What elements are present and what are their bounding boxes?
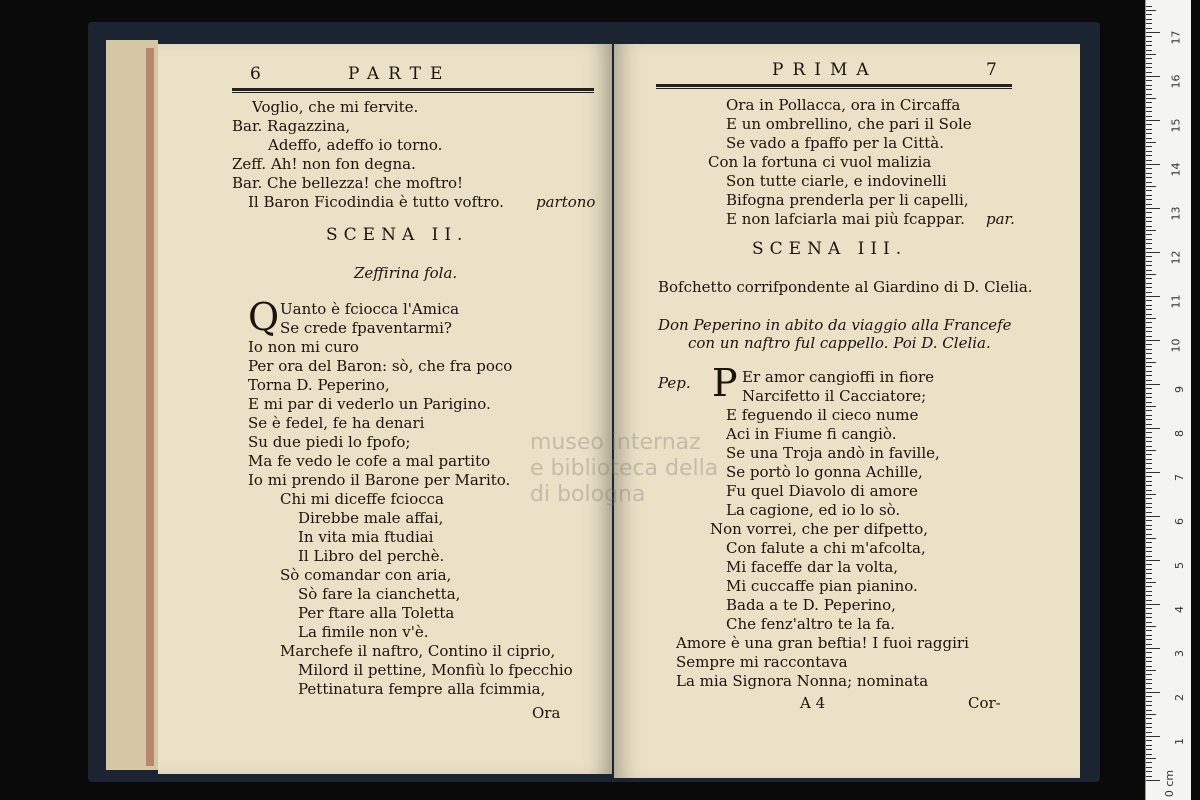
ruler-tick — [1146, 454, 1152, 455]
ruler-tick — [1146, 732, 1152, 733]
measuring-ruler — [1145, 0, 1191, 800]
ruler-tick — [1146, 160, 1152, 161]
ruler-tick — [1146, 19, 1152, 20]
ruler-tick — [1146, 151, 1152, 152]
ruler-tick — [1146, 622, 1152, 623]
ruler-tick — [1146, 745, 1152, 746]
text-line: La mia Signora Nonna; nominata — [676, 672, 929, 690]
text-line: Se vado a fpaffo per la Città. — [726, 134, 944, 152]
ruler-tick — [1146, 208, 1160, 209]
ruler-tick — [1146, 243, 1152, 244]
ruler-tick — [1146, 446, 1152, 447]
ruler-number: 16 — [1169, 74, 1183, 89]
ruler-tick — [1146, 155, 1152, 156]
ruler-tick — [1146, 120, 1160, 121]
ruler-tick — [1146, 226, 1152, 227]
text-line: E mi par di vederlo un Parigino. — [248, 395, 491, 413]
ruler-tick — [1146, 384, 1160, 385]
ruler-tick — [1146, 371, 1152, 372]
ruler-number: 14 — [1169, 162, 1183, 177]
text-line: Mi cuccaffe pian pianino. — [726, 577, 918, 595]
ruler-tick — [1146, 652, 1152, 653]
stage-note: Don Peperino in abito da viaggio alla Francefe — [658, 316, 1012, 334]
text-line: Con falute a chi m'afcolta, — [726, 539, 926, 557]
watermark-line: museo internaz — [530, 430, 701, 455]
ruler-tick — [1146, 186, 1156, 187]
ruler-tick — [1146, 639, 1152, 640]
ruler-tick — [1146, 274, 1156, 275]
ruler-tick — [1146, 327, 1152, 328]
ruler-tick — [1146, 578, 1152, 579]
scene-heading: SCENA II. — [326, 225, 469, 245]
text-line: Per ftare alla Toletta — [298, 604, 455, 622]
ruler-tick — [1146, 674, 1152, 675]
right-page-number: 7 — [986, 60, 997, 80]
text-line: Sò fare la cianchetta, — [298, 585, 461, 603]
ruler-tick — [1146, 397, 1152, 398]
scene-heading: SCENA III. — [752, 239, 908, 259]
ruler-tick — [1146, 28, 1152, 29]
ruler-tick — [1146, 331, 1152, 332]
ruler-tick — [1146, 388, 1152, 389]
ruler-tick — [1146, 344, 1152, 345]
left-page-number: 6 — [250, 64, 261, 84]
ruler-tick — [1146, 76, 1160, 77]
ruler-tick — [1146, 657, 1152, 658]
text-line: E un ombrellino, che pari il Sole — [726, 115, 972, 133]
drop-cap: P — [712, 361, 738, 405]
ruler-tick — [1146, 490, 1152, 491]
ruler-tick — [1146, 780, 1160, 781]
ruler-tick — [1146, 393, 1152, 394]
ruler-tick — [1146, 182, 1152, 183]
page-edge-tint — [146, 48, 154, 766]
text-line: La fimile non v'è. — [298, 623, 429, 641]
ruler-tick — [1146, 441, 1152, 442]
ruler-tick — [1146, 494, 1156, 495]
text-line: Ora in Pollacca, ora in Circaffa — [726, 96, 961, 114]
text-line: Bar. Che bellezza! che moftro! — [232, 174, 464, 192]
ruler-tick — [1146, 538, 1156, 539]
ruler-tick — [1146, 318, 1156, 319]
text-line: Se crede fpaventarmi? — [280, 319, 452, 337]
ruler-unit: 0 cm — [1162, 769, 1176, 798]
ruler-tick — [1146, 6, 1152, 7]
ruler-tick — [1146, 366, 1152, 367]
left-running-head: PARTE — [348, 64, 452, 84]
ruler-tick — [1146, 432, 1152, 433]
ruler-tick — [1146, 72, 1152, 73]
ruler-tick — [1146, 248, 1152, 249]
ruler-tick — [1146, 270, 1152, 271]
ruler-tick — [1146, 564, 1152, 565]
ruler-tick — [1146, 102, 1152, 103]
text-line: Adeffo, adeffo io torno. — [268, 136, 443, 154]
text-line: Chi mi diceffe fciocca — [280, 490, 444, 508]
text-line: Son tutte ciarle, e indovinelli — [726, 172, 947, 190]
ruler-tick — [1146, 666, 1152, 667]
ruler-tick — [1146, 415, 1152, 416]
ruler-tick — [1146, 648, 1160, 649]
ruler-tick — [1146, 776, 1152, 777]
text-line: Zeff. Ah! non fon degna. — [232, 155, 416, 173]
ruler-tick — [1146, 252, 1160, 253]
ruler-tick — [1146, 217, 1152, 218]
ruler-tick — [1146, 705, 1152, 706]
ruler-tick — [1146, 256, 1152, 257]
text-line: Se portò lo gonna Achille, — [726, 463, 923, 481]
ruler-tick — [1146, 305, 1152, 306]
ruler-tick — [1146, 177, 1152, 178]
ruler-number: 3 — [1173, 650, 1186, 657]
ruler-tick — [1146, 142, 1156, 143]
ruler-tick — [1146, 138, 1152, 139]
ruler-number: 9 — [1173, 386, 1186, 393]
ruler-tick — [1146, 402, 1152, 403]
text-line: Pettinatura fempre alla fcimmia, — [298, 680, 546, 698]
ruler-tick — [1146, 547, 1152, 548]
catchword: Cor- — [968, 694, 1001, 712]
ruler-tick — [1146, 736, 1160, 737]
ruler-tick — [1146, 586, 1152, 587]
catchword: Ora — [532, 704, 561, 722]
ruler-tick — [1146, 468, 1152, 469]
right-page — [614, 44, 1080, 778]
ruler-tick — [1146, 718, 1152, 719]
ruler-tick — [1146, 767, 1152, 768]
ruler-number: 2 — [1173, 694, 1186, 701]
ruler-tick — [1146, 740, 1152, 741]
ruler-tick — [1146, 107, 1152, 108]
ruler-number: 12 — [1169, 250, 1183, 265]
ruler-tick — [1146, 604, 1160, 605]
text-line: Per ora del Baron: sò, che fra poco — [248, 357, 513, 375]
ruler-tick — [1146, 696, 1152, 697]
ruler-tick — [1146, 234, 1152, 235]
ruler-tick — [1146, 595, 1152, 596]
ruler-tick — [1146, 762, 1152, 763]
text-line: Non vorrei, che per difpetto, — [710, 520, 929, 538]
ruler-tick — [1146, 683, 1152, 684]
text-line: La cagione, ed io lo sò. — [726, 501, 901, 519]
text-line: Marchefe il naftro, Contino il ciprio, — [280, 642, 556, 660]
ruler-tick — [1146, 45, 1152, 46]
ruler-tick — [1146, 146, 1152, 147]
ruler-tick — [1146, 613, 1152, 614]
ruler-number: 7 — [1173, 474, 1186, 481]
ruler-tick — [1146, 362, 1156, 363]
ruler-tick — [1146, 727, 1152, 728]
ruler-tick — [1146, 375, 1152, 376]
ruler-number: 8 — [1173, 430, 1186, 437]
ruler-tick — [1146, 300, 1152, 301]
text-line: Bada a te D. Peperino, — [726, 596, 896, 614]
ruler-number: 6 — [1173, 518, 1186, 525]
ruler-tick — [1146, 85, 1152, 86]
ruler-tick — [1146, 573, 1152, 574]
ruler-tick — [1146, 67, 1152, 68]
ruler-tick — [1146, 322, 1152, 323]
watermark-line: e biblioteca della — [530, 456, 719, 481]
text-line: Ma fe vedo le cofe a mal partito — [248, 452, 491, 470]
text-line: Se è fedel, fe ha denari — [248, 414, 425, 432]
ruler-tick — [1146, 133, 1152, 134]
text-line: Il Libro del perchè. — [298, 547, 445, 565]
ruler-tick — [1146, 463, 1152, 464]
ruler-tick — [1146, 349, 1152, 350]
ruler-tick — [1146, 569, 1152, 570]
text-line: Su due piedi lo fpofo; — [248, 433, 411, 451]
ruler-tick — [1146, 714, 1156, 715]
left-page — [158, 44, 612, 774]
text-line: Bar. Ragazzina, — [232, 117, 351, 135]
ruler-tick — [1146, 98, 1156, 99]
text-line: Milord il pettine, Monfiù lo fpecchio — [298, 661, 573, 679]
ruler-tick — [1146, 63, 1152, 64]
ruler-tick — [1146, 472, 1160, 473]
ruler-tick — [1146, 36, 1152, 37]
ruler-tick — [1146, 164, 1160, 165]
ruler-tick — [1146, 89, 1152, 90]
ruler-tick — [1146, 424, 1152, 425]
ruler-tick — [1146, 50, 1152, 51]
ruler-tick — [1146, 212, 1152, 213]
ruler-tick — [1146, 287, 1152, 288]
ruler-tick — [1146, 358, 1152, 359]
text-line: E non lafciarla mai più fcappar. — [726, 210, 965, 228]
ruler-tick — [1146, 534, 1152, 535]
ruler-tick — [1146, 754, 1152, 755]
ruler-tick — [1146, 626, 1156, 627]
text-line: Il Baron Ficodindia è tutto voftro. — [248, 193, 504, 211]
ruler-tick — [1146, 560, 1160, 561]
ruler-tick — [1146, 54, 1156, 55]
ruler-tick — [1146, 111, 1152, 112]
text-line: In vita mia ftudiai — [298, 528, 434, 546]
ruler-tick — [1146, 124, 1152, 125]
watermark-line: di bologna — [530, 482, 646, 507]
ruler-tick — [1146, 353, 1152, 354]
ruler-tick — [1146, 340, 1160, 341]
text-line: Sò comandar con aria, — [280, 566, 452, 584]
text-line: Narcifetto il Cacciatore; — [742, 387, 927, 405]
ruler-tick — [1146, 679, 1152, 680]
ruler-tick — [1146, 723, 1152, 724]
text-line: Mi faceffe dar la volta, — [726, 558, 899, 576]
drop-cap: Q — [248, 295, 280, 339]
stage-direction: par. — [986, 210, 1015, 228]
ruler-number: 1 — [1173, 738, 1186, 745]
text-line: Che fenz'altro te la fa. — [726, 615, 896, 633]
ruler-tick — [1146, 419, 1152, 420]
ruler-tick — [1146, 239, 1152, 240]
ruler-tick — [1146, 278, 1152, 279]
ruler-tick — [1146, 498, 1152, 499]
ruler-tick — [1146, 512, 1152, 513]
ruler-tick — [1146, 380, 1152, 381]
ruler-tick — [1146, 14, 1152, 15]
ruler-number: 15 — [1169, 118, 1183, 133]
library-watermark — [530, 430, 718, 508]
text-line: E feguendo il cieco nume — [726, 406, 919, 424]
ruler-tick — [1146, 221, 1152, 222]
text-line: Con la fortuna ci vuol malizia — [708, 153, 932, 171]
ruler-tick — [1146, 410, 1152, 411]
text-line: Direbbe male affai, — [298, 509, 444, 527]
text-line: Amore è una gran beftia! I fuoi raggiri — [676, 634, 969, 652]
ruler-tick — [1146, 10, 1156, 11]
ruler-tick — [1146, 428, 1160, 429]
ruler-tick — [1146, 520, 1152, 521]
ruler-tick — [1146, 314, 1152, 315]
text-line: Voglio, che mi fervite. — [252, 98, 419, 116]
text-line: Bifogna prenderla per li capelli, — [726, 191, 969, 209]
ruler-tick — [1146, 195, 1152, 196]
text-line: Er amor cangioffi in fiore — [742, 368, 934, 386]
ruler-tick — [1146, 58, 1152, 59]
speaker-label: Pep. — [658, 374, 691, 392]
ruler-tick — [1146, 199, 1152, 200]
text-line: Sempre mi raccontava — [676, 653, 848, 671]
ruler-tick — [1146, 283, 1152, 284]
ruler-tick — [1146, 688, 1152, 689]
ruler-tick — [1146, 600, 1152, 601]
text-line: Io non mi curo — [248, 338, 359, 356]
ruler-tick — [1146, 692, 1160, 693]
ruler-tick — [1146, 296, 1160, 297]
ruler-tick — [1146, 556, 1152, 557]
ruler-number: 10 — [1169, 338, 1183, 353]
right-header-rule — [656, 84, 1012, 89]
character-heading: Zeffirina fola. — [354, 264, 458, 282]
ruler-tick — [1146, 116, 1152, 117]
ruler-tick — [1146, 710, 1152, 711]
ruler-tick — [1146, 758, 1156, 759]
stage-direction: partono — [536, 193, 596, 211]
ruler-tick — [1146, 309, 1152, 310]
text-line: Torna D. Peperino, — [248, 376, 390, 394]
ruler-tick — [1146, 459, 1152, 460]
ruler-number: 11 — [1169, 294, 1183, 309]
ruler-tick — [1146, 129, 1152, 130]
ruler-tick — [1146, 701, 1152, 702]
ruler-tick — [1146, 644, 1152, 645]
ruler-tick — [1146, 23, 1152, 24]
ruler-tick — [1146, 173, 1152, 174]
right-running-head: PRIMA — [772, 60, 878, 80]
ruler-tick — [1146, 507, 1152, 508]
ruler-tick — [1146, 617, 1152, 618]
ruler-tick — [1146, 94, 1152, 95]
ruler-tick — [1146, 608, 1152, 609]
text-line: Aci in Fiume fi cangiò. — [726, 425, 897, 443]
stage-note: con un naftro ful cappello. Poi D. Clelia. — [688, 334, 991, 352]
ruler-tick — [1146, 437, 1152, 438]
ruler-tick — [1146, 32, 1160, 33]
ruler-tick — [1146, 265, 1152, 266]
ruler-tick — [1146, 630, 1152, 631]
ruler-tick — [1146, 661, 1152, 662]
signature-mark: A 4 — [800, 694, 826, 712]
ruler-tick — [1146, 476, 1152, 477]
ruler-tick — [1146, 635, 1152, 636]
ruler-tick — [1146, 481, 1152, 482]
text-line: Uanto è fciocca l'Amica — [280, 300, 460, 318]
ruler-tick — [1146, 336, 1152, 337]
ruler-tick — [1146, 190, 1152, 191]
ruler-tick — [1146, 525, 1152, 526]
text-line: Fu quel Diavolo di amore — [726, 482, 918, 500]
ruler-tick — [1146, 749, 1152, 750]
ruler-tick — [1146, 168, 1152, 169]
ruler-tick — [1146, 406, 1156, 407]
ruler-tick — [1146, 670, 1156, 671]
ruler-tick — [1146, 41, 1152, 42]
ruler-number: 4 — [1173, 606, 1186, 613]
ruler-tick — [1146, 529, 1152, 530]
ruler-tick — [1146, 503, 1152, 504]
ruler-tick — [1146, 591, 1152, 592]
ruler-tick — [1146, 582, 1156, 583]
ruler-tick — [1146, 204, 1152, 205]
text-line: Se una Troja andò in faville, — [726, 444, 940, 462]
ruler-tick — [1146, 80, 1152, 81]
ruler-tick — [1146, 551, 1152, 552]
ruler-number: 13 — [1169, 206, 1183, 221]
ruler-tick — [1146, 292, 1152, 293]
ruler-number: 17 — [1169, 30, 1183, 45]
left-header-rule — [232, 88, 594, 93]
ruler-tick — [1146, 771, 1152, 772]
ruler-number: 5 — [1173, 562, 1186, 569]
ruler-tick — [1146, 261, 1152, 262]
ruler-tick — [1146, 230, 1156, 231]
text-line: Io mi prendo il Barone per Marito. — [248, 471, 511, 489]
ruler-tick — [1146, 485, 1152, 486]
setting-line: Bofchetto corrifpondente al Giardino di D. Clelia. — [658, 278, 1033, 296]
ruler-tick — [1146, 450, 1156, 451]
ruler-tick — [1146, 516, 1160, 517]
ruler-tick — [1146, 542, 1152, 543]
